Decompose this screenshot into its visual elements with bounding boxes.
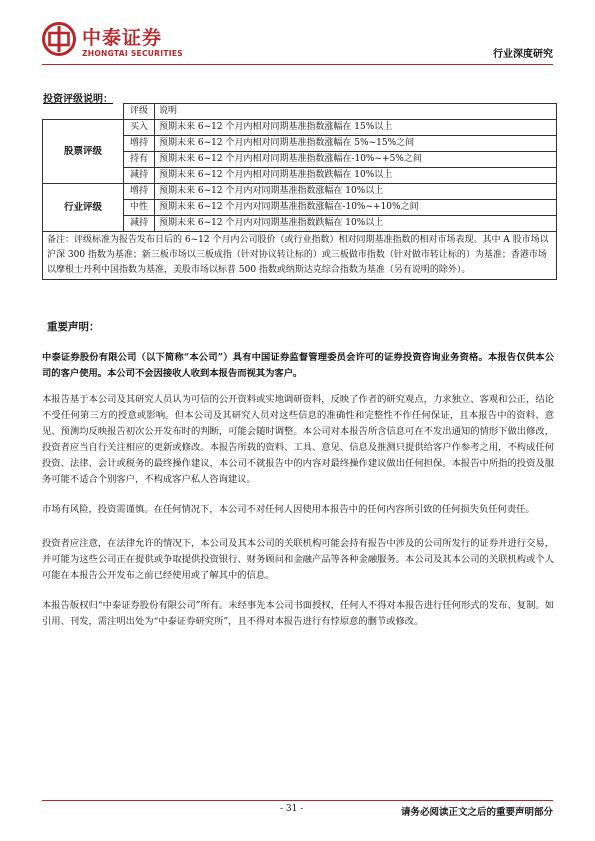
table-header-row	[43, 104, 557, 120]
grade-cell: 中性	[124, 200, 155, 216]
desc-cell: 预期未来 6~12 个月内相对同期基准指数涨幅在 15%以上	[155, 120, 557, 136]
notice-paragraph-copyright: 本报告版权归“中泰证券股份有限公司”所有。未经事先本公司书面授权，任何人不得对本报告进行任何形式的发布、复制。如引用、刊发，需注明出处为“中泰证券研究所”，且不得对本报告进行有悖原意的删节或修改。	[42, 600, 554, 627]
rating-section-title: 投资评级说明：	[43, 94, 113, 105]
grade-cell: 减持	[124, 216, 155, 232]
notice-title: 重要声明：	[47, 321, 100, 333]
grade-cell: 减持	[124, 168, 155, 184]
table-note-row	[43, 232, 557, 280]
table-row	[43, 184, 557, 200]
grade-cell: 增持	[124, 184, 155, 200]
company-logo	[42, 22, 182, 62]
desc-cell: 预期未来 6~12 个月内相对同期基准指数涨幅在-10%~+5%之间	[155, 152, 557, 168]
notice-paragraph-basis: 本报告基于本公司及其研究人员认为可信的公开资料或实地调研资料，反映了作者的研究观点，力求独立、客观和公正，结论不受任何第三方的授意或影响。但本公司及其研究人员对这些信息的准确性和完整性不作任何保证，且本报告中的资料、意见、预测均反映报告初次公开发布时的判断，可能会随时调整。本公司对本报告所含信息可在不发出通知的情形下做出修改，投资者应当自行关注相应的更新或修改。本报告所载的资料、工具、意见、信息及推测只提供给客户作参考之用，不构成任何投资、法律、会计或税务的最终操作建议，本公司不就报告中的内容对最终操作建议做出任何担保。本报告中所指的投资及服务可能不适合个别客户，不构成客户私人咨询建议。	[42, 394, 554, 485]
logo-mark-icon	[42, 22, 76, 56]
desc-cell: 预期未来 6~12 个月内对同期基准指数涨幅在-10%~+10%之间	[155, 200, 557, 216]
grade-cell: 持有	[124, 152, 155, 168]
logo-chinese-name: 中泰证券	[82, 27, 163, 49]
stock-rating-category: 股票评级	[43, 120, 124, 184]
rating-table	[42, 103, 557, 280]
grade-header: 评级	[124, 104, 155, 120]
empty-header-cell	[43, 104, 124, 120]
notice-paragraph-qualification: 中泰证券股份有限公司（以下简称“本公司”）具有中国证券监督管理委员会许可的证券投资咨询业务资格。本报告仅供本公司的客户使用。本公司不会因接收人收到本报告而视其为客户。	[42, 352, 554, 379]
desc-cell: 预期未来 6~12 个月内相对同期基准指数跌幅在 10%以上	[155, 168, 557, 184]
footer-disclaimer: 请务必阅读正文之后的重要声明部分	[400, 807, 553, 818]
desc-cell: 预期未来 6~12 个月内对同期基准指数涨幅在 10%以上	[155, 184, 557, 200]
header-divider	[42, 64, 553, 65]
footer-divider	[42, 800, 553, 801]
notice-paragraph-risk: 市场有风险，投资需谨慎。在任何情况下，本公司不对任何人因使用本报告中的任何内容所引致的任何损失负任何责任。	[42, 504, 535, 515]
desc-cell: 预期未来 6~12 个月内相对同期基准指数涨幅在 5%~15%之间	[155, 136, 557, 152]
table-row	[43, 120, 557, 136]
page-number: - 31 -	[280, 804, 304, 814]
notice-paragraph-related-parties: 投资者应注意，在法律允许的情况下，本公司及其本公司的关联机构可能会持有报告中涉及的公司所发行的证券并进行交易，并可能为这些公司正在提供或争取提供投资银行、财务顾问和金融产品等各种金融服务。本公司及其本公司的关联机构或个人可能在本报告公开发布之前已经使用或了解其中的信息。	[42, 538, 554, 581]
desc-cell: 预期未来 6~12 个月内对同期基准指数跌幅在 10%以上	[155, 216, 557, 232]
report-type: 行业深度研究	[493, 49, 553, 60]
grade-cell: 买入	[124, 120, 155, 136]
rating-note: 备注：评级标准为报告发布日后的 6~12 个月内公司股价（或行业指数）相对同期基准指数的相对市场表现。其中 A 股市场以沪深 300 指数为基准；新三板市场以三板成指（针对协议转让标的）或三板做市指数（针对做市转让标的）为基准；香港市场以摩根士丹利中国指数为基准，美股市场以标普 500 指数或纳斯达克综合指数为基准（另有说明的除外）。	[43, 232, 557, 280]
desc-header: 说明	[155, 104, 557, 120]
grade-cell: 增持	[124, 136, 155, 152]
logo-english-name: ZHONGTAI SECURITIES	[82, 49, 183, 58]
industry-rating-category: 行业评级	[43, 184, 124, 232]
